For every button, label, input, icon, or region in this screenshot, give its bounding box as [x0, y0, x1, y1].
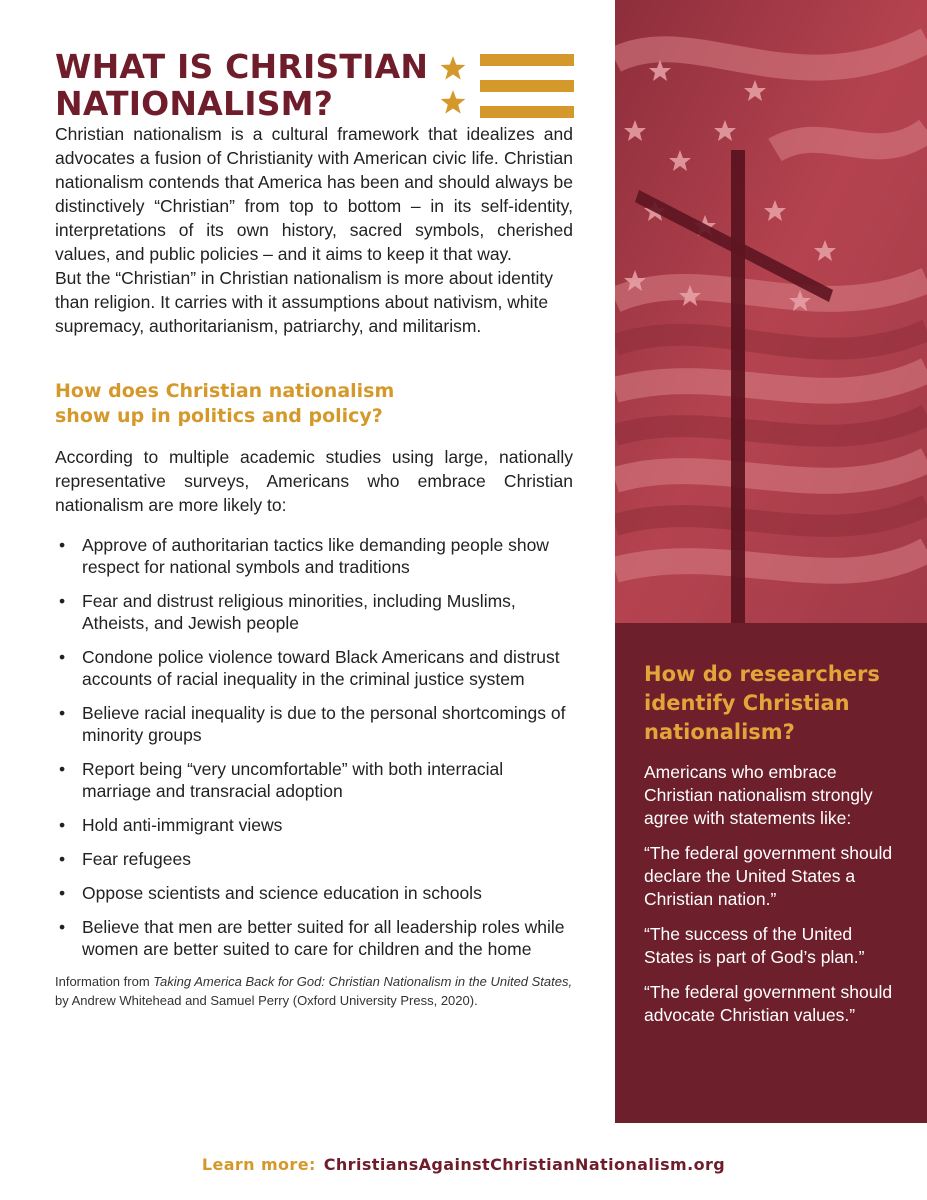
list-item-text: Report being “very uncomfortable” with both interracial marriage and transracial adoption: [82, 759, 504, 801]
bullet-icon: •: [59, 815, 66, 835]
bullet-icon: •: [59, 917, 66, 937]
list-item: [55, 590, 573, 634]
list-item: [55, 758, 573, 802]
list-item: [55, 646, 573, 690]
flag-photo: [615, 0, 927, 623]
list-item-text: Hold anti-immigrant views: [82, 815, 283, 835]
politics-heading-line2: show up in politics and policy?: [55, 405, 383, 427]
sidebar-heading-line2: identify Christian: [644, 691, 850, 715]
stripe: [480, 54, 574, 66]
bullet-icon: •: [59, 883, 66, 903]
page-title-line2: NATIONALISM?: [55, 84, 334, 123]
citation-book-title: Taking America Back for God: Christian Nationalism in the United States,: [153, 974, 573, 989]
sidebar-quote: “The success of the United States is part of God’s plan.”: [644, 924, 865, 967]
bullet-icon: •: [59, 849, 66, 869]
sidebar-text: Americans who embrace Christian nationalism strongly agree with statements like:: [644, 762, 873, 828]
footer-label: Learn more:: [201, 1155, 316, 1174]
star-icon: [441, 90, 466, 114]
list-item: [55, 916, 573, 960]
citation-suffix: by Andrew Whitehead and Samuel Perry (Oxford University Press, 2020).: [55, 993, 478, 1008]
stripe: [480, 80, 574, 92]
main-column: [55, 48, 573, 1023]
page-title-line1: WHAT IS CHRISTIAN: [55, 47, 429, 86]
sidebar-heading-line3: nationalism?: [644, 720, 795, 744]
list-item-text: Believe that men are better suited for all leadership roles while women are better suited to care for children and the home: [82, 917, 565, 959]
identity-paragraph: But the “Christian” in Christian nationalism is more about identity than religion. It carries with it assumptions about nativism, white supremacy, authoritarianism, patriarchy, and militarism.: [55, 268, 553, 336]
politics-intro: According to multiple academic studies using large, nationally representative surveys, Americans who embrace Christian nationalism are more likely to:: [55, 447, 573, 515]
list-item: [55, 882, 573, 904]
list-item: [55, 534, 573, 578]
sidebar-heading: [644, 660, 904, 747]
list-item: [55, 814, 573, 836]
star-icon: [441, 56, 466, 80]
sidebar-quote: “The federal government should declare the United States a Christian nation.”: [644, 843, 893, 909]
footer: [0, 1155, 927, 1174]
list-item-text: Fear and distrust religious minorities, including Muslims, Atheists, and Jewish people: [82, 591, 516, 633]
list-item: [55, 702, 573, 746]
politics-heading: [55, 379, 573, 429]
stars-stripes-icon: [440, 54, 574, 120]
definition-paragraph: Christian nationalism is a cultural framework that idealizes and advocates a fusion of Christianity with American civic life. Christian nationalism contends that America has been and should always be distinctively “Christian” from top to bottom – in its self-identity, interpretations of its own history, sacred symbols, cherished values, and public policies – and it aims to keep it that way.: [55, 124, 573, 264]
sidebar-heading-line1: How do researchers: [644, 662, 880, 686]
bullet-icon: •: [59, 591, 66, 611]
sidebar-content: [644, 660, 904, 1027]
stripe: [480, 106, 574, 118]
list-item: [55, 848, 573, 870]
bullet-icon: •: [59, 703, 66, 723]
list-item-text: Believe racial inequality is due to the personal shortcomings of minority groups: [82, 703, 566, 745]
effects-list: [55, 534, 573, 960]
list-item-text: Approve of authoritarian tactics like demanding people show respect for national symbols and traditions: [82, 535, 549, 577]
list-item-text: Oppose scientists and science education in schools: [82, 883, 482, 903]
list-item-text: Fear refugees: [82, 849, 191, 869]
bullet-icon: •: [59, 535, 66, 555]
bullet-icon: •: [59, 647, 66, 667]
list-item-text: Condone police violence toward Black Americans and distrust accounts of racial inequality in the criminal justice system: [82, 647, 560, 689]
flag-cross-photo: [615, 0, 927, 623]
footer-url-link[interactable]: ChristiansAgainstChristianNationalism.org: [323, 1155, 726, 1174]
sidebar-quote: “The federal government should advocate Christian values.”: [644, 982, 893, 1025]
source-citation: [55, 972, 573, 1010]
researchers-sidebar: [615, 623, 927, 1123]
bullet-icon: •: [59, 759, 66, 779]
citation-prefix: Information from: [55, 974, 154, 989]
politics-heading-line1: How does Christian nationalism: [55, 380, 395, 402]
